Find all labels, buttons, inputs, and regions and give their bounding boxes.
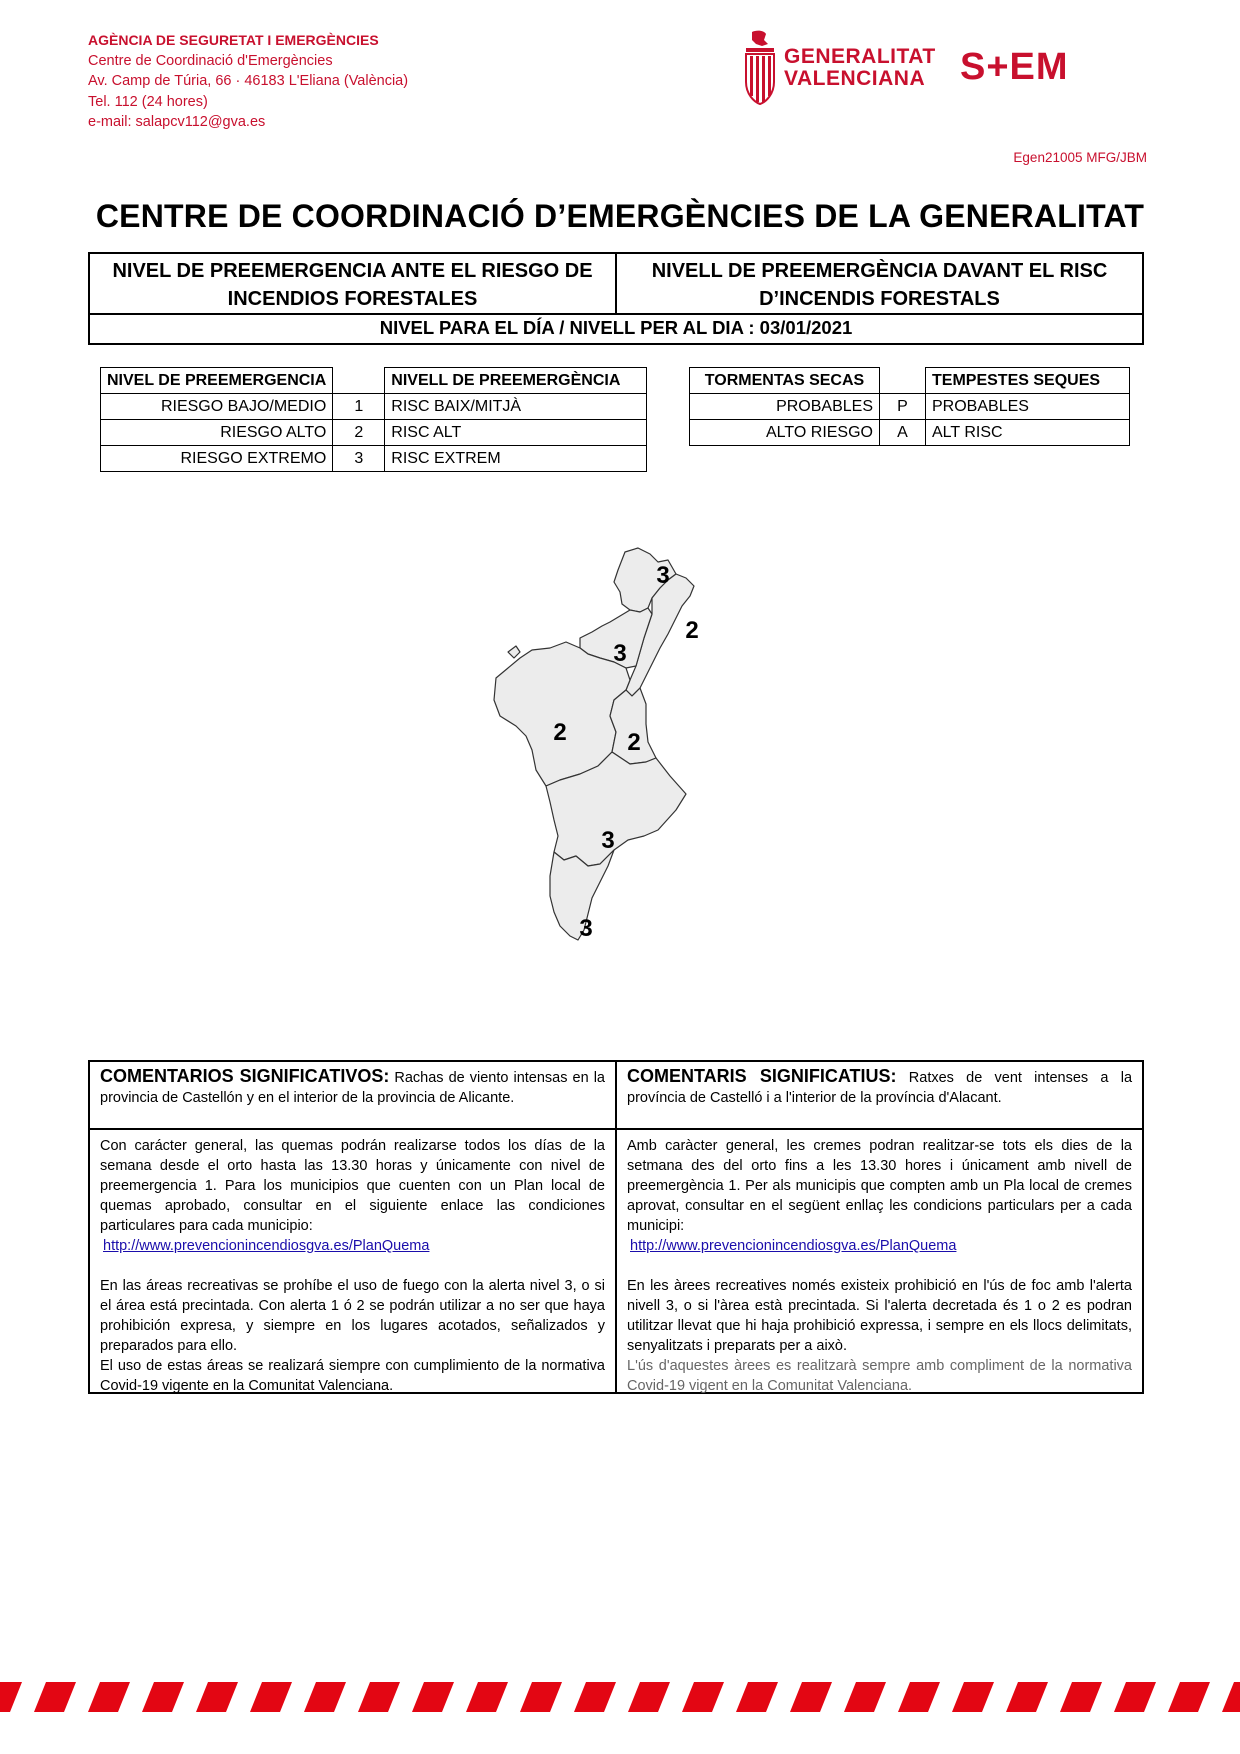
agency-address: Av. Camp de Túria, 66 · 46183 L'Eliana (València) xyxy=(88,73,409,89)
stripe-segment xyxy=(898,1682,940,1712)
recreational-areas-ca: En les àrees recreatives només existeix prohibició en l'ús de foc amb l'alerta nivell 3, o si l'àrea està precintada. Si l'alerta decretada és 1 o 2 es podran utilitzar llevat que hi haja prohibició expressa, i sempre en els llocs delimitats, senyalitzats i preparats per a això. xyxy=(627,1278,1132,1354)
comments-detail-ca xyxy=(615,1130,1142,1392)
covid-note-es: El uso de estas áreas se realizará siempre con cumplimiento de la normativa Covid-19 vigente en la Comunitat Valenciana. xyxy=(100,1358,605,1394)
comments-title-es: COMENTARIOS SIGNIFICATIVOS: xyxy=(100,1066,390,1086)
storms-legend-table xyxy=(689,367,1130,446)
stripe-segment xyxy=(412,1682,454,1712)
storm-ca: ALT RISC xyxy=(926,420,1130,446)
level-es: RIESGO EXTREMO xyxy=(101,446,333,472)
stripe-segment xyxy=(1060,1682,1102,1712)
map-level-north-interior: 3 xyxy=(656,562,670,589)
burning-rules-ca: Amb caràcter general, les cremes podran realitzar-se tots els dies de la setmana des del orto fins a les 13.30 hores i únicament amb nivell de preemergència 1. Per als municipis que compten amb un Pla local de cremes aprovat, consultar en el següent enllaç les condicions particulars per a cada municipi: xyxy=(627,1138,1132,1234)
map-level-north-alicante: 3 xyxy=(601,827,615,854)
stripe-segment xyxy=(1114,1682,1156,1712)
map-zone-islet xyxy=(508,646,520,658)
table-row xyxy=(690,420,1130,446)
stripe-segment xyxy=(142,1682,184,1712)
comments-text-ca: Ratxes de vent intenses a la província de Castelló i a l'interior de la província d'Alacant. xyxy=(627,1070,1133,1106)
storm-es: PROBABLES xyxy=(690,394,880,420)
stripe-segment xyxy=(250,1682,292,1712)
stripe-segment xyxy=(736,1682,778,1712)
level-code: 2 xyxy=(333,420,385,446)
map-level-south-alicante: 3 xyxy=(579,915,593,942)
date-line: NIVEL PARA EL DÍA / NIVELL PER AL DIA : 03/01/2021 xyxy=(379,317,853,338)
comments-detail-es xyxy=(90,1130,615,1392)
level-ca: RISC ALT xyxy=(385,420,647,446)
level-code: 1 xyxy=(333,394,385,420)
stripe-segment xyxy=(1222,1682,1240,1712)
storms-head-gap xyxy=(880,368,926,394)
storm-es: ALTO RIESGO xyxy=(690,420,880,446)
level-ca: RISC EXTREM xyxy=(385,446,647,472)
plan-quema-link-es[interactable]: http://www.prevencionincendiosgva.es/PlanQuema xyxy=(103,1238,430,1254)
storm-code: P xyxy=(880,394,926,420)
levels-head-es: NIVEL DE PREEMERGENCIA xyxy=(101,368,333,394)
stripe-segment xyxy=(304,1682,346,1712)
stripe-segment xyxy=(466,1682,508,1712)
header-title-ca: NIVELL DE PREEMERGÈNCIA DAVANT EL RISC D’INCENDIS FORESTALS xyxy=(615,254,1142,313)
stripe-segment xyxy=(0,1682,22,1712)
storm-ca: PROBABLES xyxy=(926,394,1130,420)
agency-name: AGÈNCIA DE SEGURETAT I EMERGÈNCIES xyxy=(88,32,379,48)
page-title: CENTRE DE COORDINACIÓ D’EMERGÈNCIES DE LA GENERALITAT xyxy=(95,198,1145,234)
stripe-segment xyxy=(574,1682,616,1712)
agency-email: e-mail: salapcv112@gva.es xyxy=(88,114,266,130)
stripe-segment xyxy=(358,1682,400,1712)
burning-rules-es: Con carácter general, las quemas podrán realizarse todos los días de la semana desde el orto hasta las 13.30 horas y únicamente con nivel de preemergencia 1. Para los municipios que cuenten con un Plan local de quemas aprobado, consultar en el siguiente enlace las condiciones particulares para cada municipio: xyxy=(100,1138,605,1234)
stripe-segment xyxy=(88,1682,130,1712)
region-risk-map xyxy=(480,540,750,1000)
agency-info xyxy=(88,30,408,133)
comments-summary-es xyxy=(90,1062,615,1128)
table-row xyxy=(101,446,647,472)
comments-summary-ca xyxy=(615,1062,1142,1128)
map-level-valencia-coast: 2 xyxy=(627,729,641,756)
levels-legend-table xyxy=(100,367,647,472)
table-row xyxy=(690,394,1130,420)
stripe-segment xyxy=(628,1682,670,1712)
levels-head-gap xyxy=(333,368,385,394)
comments-table xyxy=(88,1060,1144,1394)
level-code: 3 xyxy=(333,446,385,472)
stripe-segment xyxy=(520,1682,562,1712)
stripe-segment xyxy=(790,1682,832,1712)
comments-text-es: Rachas de viento intensas en la provincia de Castellón y en el interior de la provincia de Alicante. xyxy=(100,1070,605,1106)
table-row xyxy=(101,420,647,446)
plan-quema-link-ca[interactable]: http://www.prevencionincendiosgva.es/PlanQuema xyxy=(630,1238,957,1254)
stripe-segment xyxy=(844,1682,886,1712)
map-level-valencia-interior: 2 xyxy=(553,719,567,746)
table-row xyxy=(101,394,647,420)
level-es: RIESGO BAJO/MEDIO xyxy=(101,394,333,420)
stripe-segment xyxy=(196,1682,238,1712)
generalitat-wordmark xyxy=(784,46,936,90)
header-box xyxy=(88,252,1144,345)
comments-title-ca: COMENTARIS SIGNIFICATIUS: xyxy=(627,1066,897,1086)
stripe-segment xyxy=(1168,1682,1210,1712)
storms-head-ca: TEMPESTES SEQUES xyxy=(926,368,1130,394)
agency-phone: Tel. 112 (24 hores) xyxy=(88,93,208,110)
gv-line1: GENERALITAT xyxy=(784,45,936,68)
header-title-es: NIVEL DE PREEMERGENCIA ANTE EL RIESGO DE INCENDIOS FORESTALES xyxy=(112,260,593,310)
map-level-south-interior: 3 xyxy=(613,640,627,667)
sem-logo: S+EM xyxy=(960,46,1069,88)
agency-center: Centre de Coordinació d'Emergències xyxy=(88,52,333,69)
levels-head-ca: NIVELL DE PREEMERGÈNCIA xyxy=(385,368,647,394)
footer-stripe xyxy=(0,1682,1240,1712)
document-reference: Egen21005 MFG/JBM xyxy=(1013,150,1147,165)
stripe-segment xyxy=(682,1682,724,1712)
storm-code: A xyxy=(880,420,926,446)
storms-head-es: TORMENTAS SECAS xyxy=(690,368,880,394)
level-es: RIESGO ALTO xyxy=(101,420,333,446)
gv-line2: VALENCIANA xyxy=(784,67,926,90)
generalitat-shield-icon xyxy=(742,30,778,106)
stripe-segment xyxy=(952,1682,994,1712)
level-ca: RISC BAIX/MITJÀ xyxy=(385,394,647,420)
recreational-areas-es: En las áreas recreativas se prohíbe el uso de fuego con la alerta nivel 3, o si el área está precintada. Con alerta 1 ó 2 se podrán utilizar a no ser que haya prohibición expresa, y siempre en los lugares acotados, señalizados y preparados para ello. xyxy=(100,1278,605,1354)
map-level-castellon-coast: 2 xyxy=(685,617,699,644)
generalitat-logo xyxy=(742,30,936,108)
stripe-segment xyxy=(34,1682,76,1712)
covid-note-ca: L'ús d'aquestes àrees es realitzarà sempre amb compliment de la normativa Covid-19 vigent en la Comunitat Valenciana. xyxy=(627,1358,1132,1394)
stripe-segment xyxy=(1006,1682,1048,1712)
